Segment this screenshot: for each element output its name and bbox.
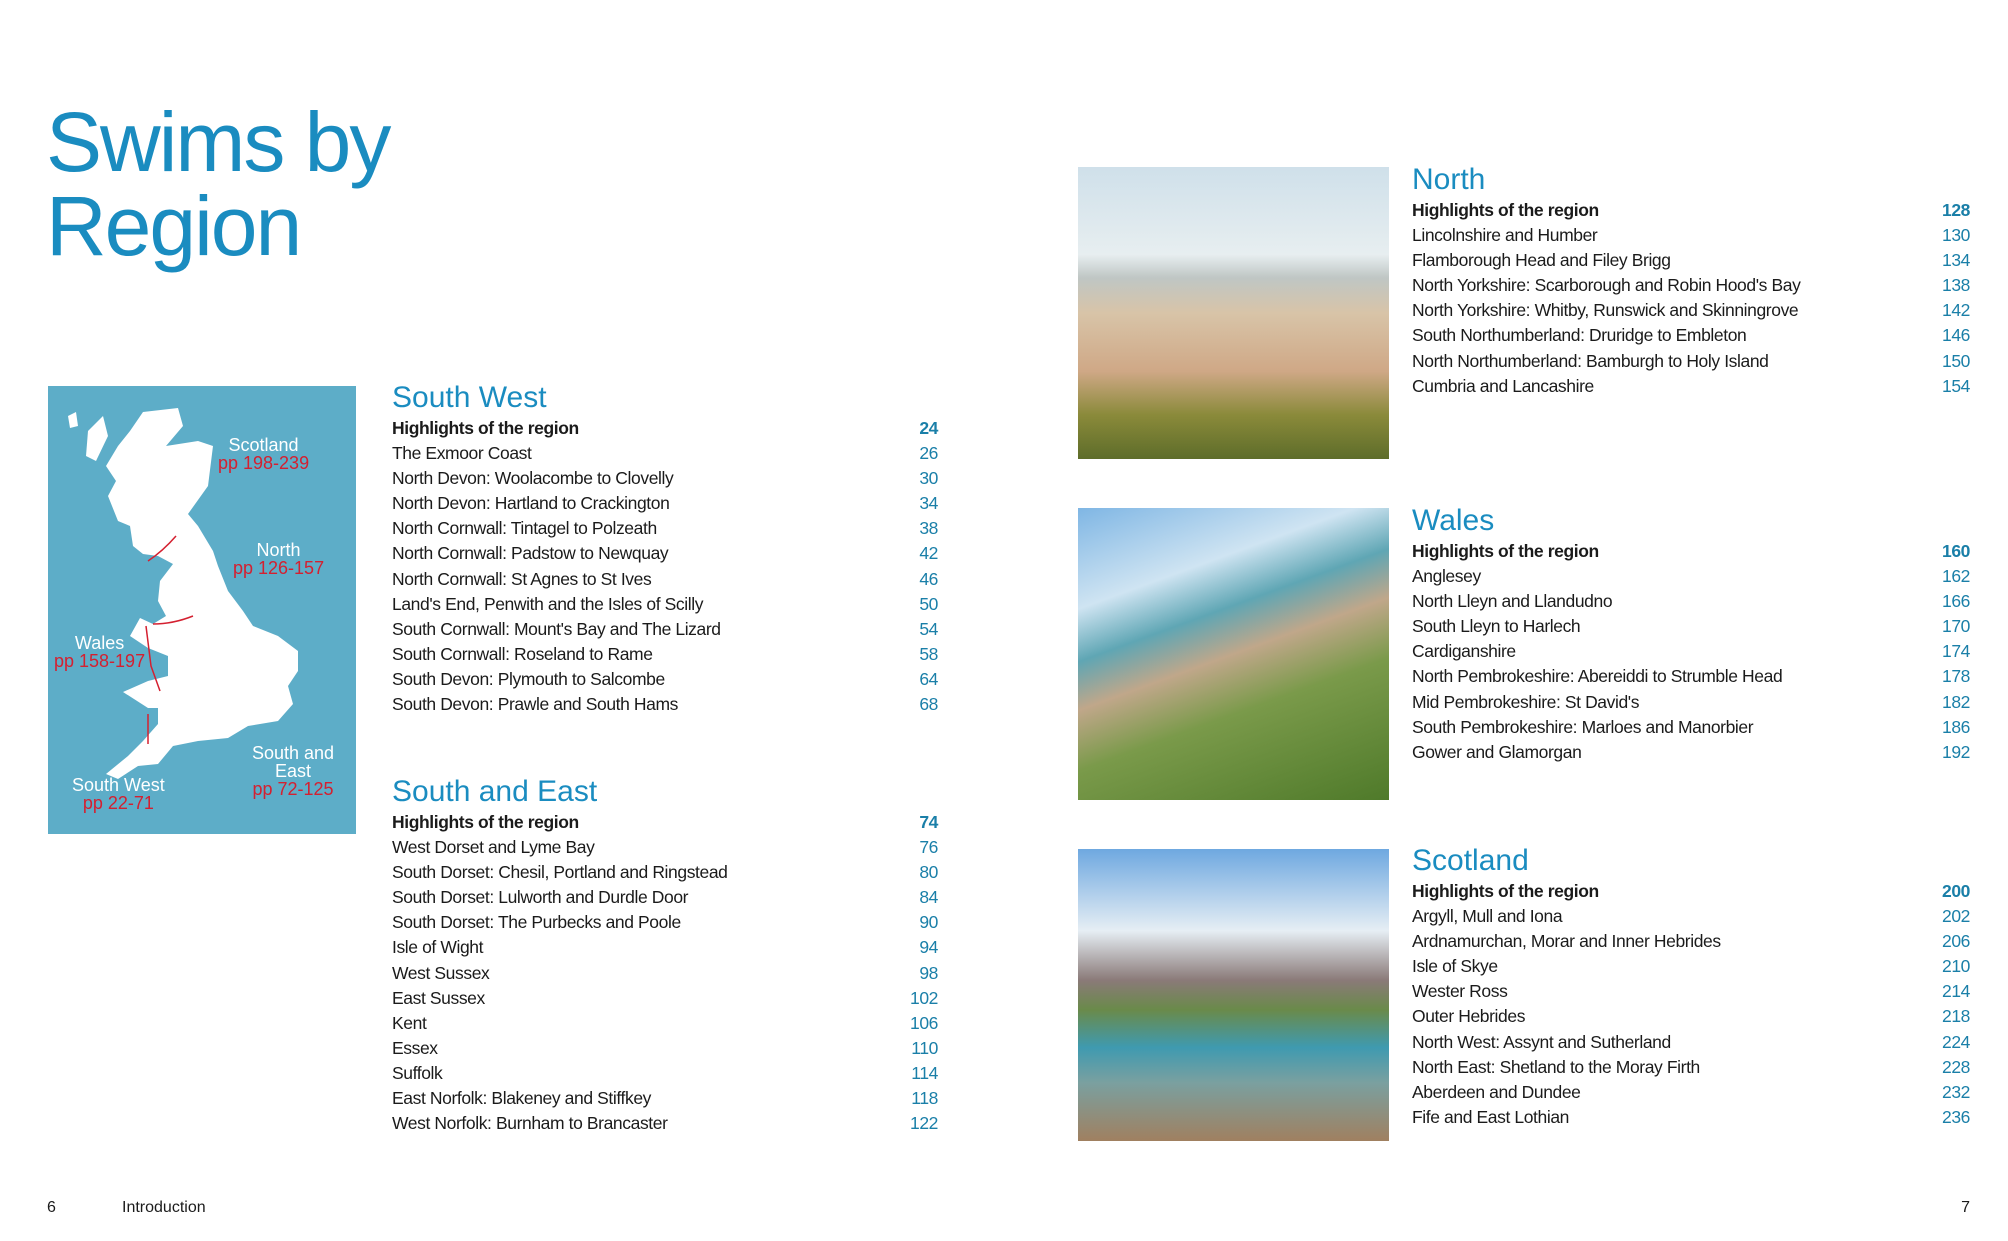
title-line-2: Region (46, 179, 301, 273)
toc-entry-title: Argyll, Mull and Iona (1412, 906, 1563, 927)
map-label-scotland: Scotland pp 198-239 (218, 435, 310, 473)
toc-entry-page: 46 (919, 568, 938, 589)
map-label-south-east: South and East pp 72-125 (251, 743, 335, 799)
toc-entry[interactable] (1412, 374, 1970, 399)
toc-entry-page: 98 (919, 962, 938, 983)
toc-entry-page: 114 (911, 1062, 938, 1083)
toc-entry[interactable] (392, 592, 938, 617)
toc-entry-page: 224 (1942, 1031, 1970, 1052)
toc-entry-page: 200 (1942, 881, 1970, 901)
toc-entry-title: South Dorset: Lulworth and Durdle Door (392, 887, 689, 908)
map-label-wales: Wales pp 158-197 (54, 633, 146, 671)
toc-entry[interactable] (1412, 198, 1970, 223)
toc-entry-page: 54 (919, 618, 938, 639)
toc-entry[interactable] (392, 692, 938, 717)
region-map (48, 386, 356, 834)
toc-entry-title: North Cornwall: St Agnes to St Ives (392, 568, 652, 589)
section-heading: Wales (1412, 504, 1495, 537)
toc-entry[interactable] (1412, 954, 1970, 979)
toc-entry-page: 76 (919, 837, 938, 858)
toc-entry-page: 122 (910, 1113, 938, 1134)
toc-entry-title: West Sussex (392, 962, 490, 983)
toc-entry-page: 42 (919, 543, 938, 564)
toc-entry-page: 232 (1942, 1081, 1970, 1102)
toc-entry-title: Isle of Wight (392, 937, 484, 958)
toc-entry-title: Suffolk (392, 1062, 443, 1083)
toc-entry[interactable] (392, 541, 938, 566)
toc-entry-page: 58 (919, 643, 938, 664)
toc-entry[interactable] (392, 567, 938, 592)
toc-entry-page: 68 (919, 694, 938, 715)
toc-entry[interactable] (1412, 248, 1970, 273)
toc-entry-title: Highlights of the region (1412, 200, 1599, 220)
toc-entry[interactable] (392, 491, 938, 516)
toc-entry-title: Highlights of the region (392, 812, 579, 832)
section-wales (1412, 503, 1970, 765)
toc-entry-page: 74 (919, 812, 938, 832)
toc-entry-title: South Cornwall: Mount's Bay and The Lizard (392, 618, 721, 639)
toc-entry[interactable] (1412, 879, 1970, 904)
toc-entry[interactable] (392, 1061, 938, 1086)
toc-entry-page: 178 (1942, 666, 1970, 687)
toc-entry-page: 118 (911, 1088, 938, 1109)
toc-entry[interactable] (1412, 539, 1970, 564)
toc-entry[interactable] (1412, 1105, 1970, 1130)
toc-entry[interactable] (392, 1086, 938, 1111)
map-label-south-west: South West pp 22-71 (72, 775, 165, 813)
page-title (46, 95, 390, 273)
toc-entry[interactable] (1412, 1055, 1970, 1080)
left-page-number: 6 (47, 1199, 56, 1216)
toc-entry-page: 128 (1942, 200, 1970, 220)
toc-entry-title: Flamborough Head and Filey Brigg (1412, 250, 1671, 271)
toc-entry[interactable] (1412, 298, 1970, 323)
toc-entry[interactable] (392, 910, 938, 935)
toc-entry[interactable] (392, 860, 938, 885)
toc-entry-title: Gower and Glamorgan (1412, 741, 1582, 762)
toc-entry[interactable] (392, 617, 938, 642)
toc-entry[interactable] (392, 810, 938, 835)
toc-entry-page: 34 (919, 493, 938, 514)
section-heading: North (1412, 163, 1486, 196)
toc-entry-title: North West: Assynt and Sutherland (1412, 1031, 1671, 1052)
toc-entry-page: 142 (1942, 300, 1970, 321)
toc-entry-title: Essex (392, 1037, 438, 1058)
toc-entry[interactable] (1412, 979, 1970, 1004)
toc-entry-title: Wester Ross (1412, 981, 1508, 1002)
toc-entry[interactable] (392, 1036, 938, 1061)
toc-entry-title: North East: Shetland to the Moray Firth (1412, 1056, 1700, 1077)
toc-entry-title: Lincolnshire and Humber (1412, 225, 1598, 246)
toc-entry-page: 202 (1942, 906, 1970, 927)
toc-entry-title: Mid Pembrokeshire: St David's (1412, 691, 1640, 712)
toc-entry[interactable] (392, 935, 938, 960)
toc-entry-title: South Dorset: Chesil, Portland and Ringstead (392, 862, 728, 883)
toc-entry-title: Anglesey (1412, 566, 1481, 587)
toc-entry-title: North Yorkshire: Scarborough and Robin Hood's Bay (1412, 275, 1801, 296)
toc-entry-page: 80 (919, 862, 938, 883)
toc-entry-title: Cardiganshire (1412, 641, 1516, 662)
toc-entry-page: 174 (1942, 641, 1970, 662)
section-heading: South and East (392, 775, 598, 808)
toc-entry-title: East Sussex (392, 987, 485, 1008)
toc-entry[interactable] (392, 835, 938, 860)
toc-entry-page: 102 (910, 987, 938, 1008)
toc-entry-page: 186 (1942, 716, 1970, 737)
toc-entry-page: 206 (1942, 931, 1970, 952)
toc-entry-page: 192 (1942, 741, 1970, 762)
toc-entry-page: 24 (919, 418, 938, 438)
toc-entry-title: South Lleyn to Harlech (1412, 616, 1581, 637)
toc-entry[interactable] (1412, 740, 1970, 765)
toc-entry[interactable] (1412, 904, 1970, 929)
toc-entry[interactable] (1412, 664, 1970, 689)
toc-entry-title: South Cornwall: Roseland to Rame (392, 643, 653, 664)
toc-entry-title: Cumbria and Lancashire (1412, 375, 1594, 396)
scotland-loch-photo (1078, 849, 1389, 1141)
right-page-number: 7 (1961, 1199, 1970, 1216)
toc-entry-title: South Dorset: The Purbecks and Poole (392, 912, 681, 933)
toc-entry-title: South Devon: Prawle and South Hams (392, 694, 679, 715)
toc-entry[interactable] (392, 516, 938, 541)
section-south-and-east (392, 774, 938, 1136)
toc-entry-title: Aberdeen and Dundee (1412, 1081, 1581, 1102)
toc-entry[interactable] (1412, 690, 1970, 715)
toc-entry-page: 154 (1942, 375, 1970, 396)
toc-entry[interactable] (1412, 715, 1970, 740)
toc-entry-page: 94 (919, 937, 938, 958)
toc-entry-title: Outer Hebrides (1412, 1006, 1526, 1027)
toc-entry[interactable] (1412, 223, 1970, 248)
toc-entry[interactable] (392, 986, 938, 1011)
toc-entry-title: South Northumberland: Druridge to Embleton (1412, 325, 1747, 346)
toc-entry-page: 218 (1942, 1006, 1970, 1027)
toc-entry-page: 146 (1942, 325, 1970, 346)
toc-entry-page: 138 (1942, 275, 1970, 296)
toc-entry-page: 106 (910, 1012, 938, 1033)
toc-entry[interactable] (392, 1011, 938, 1036)
section-scotland (1412, 843, 1970, 1130)
toc-entry[interactable] (392, 1111, 938, 1136)
toc-entry-title: North Yorkshire: Whitby, Runswick and Skinningrove (1412, 300, 1799, 321)
toc-entry-page: 236 (1942, 1106, 1970, 1127)
toc-entry-page: 130 (1942, 225, 1970, 246)
toc-entry[interactable] (1412, 273, 1970, 298)
section-south-west (392, 380, 938, 717)
toc-entry-page: 210 (1942, 956, 1970, 977)
toc-entry-title: Highlights of the region (1412, 881, 1599, 901)
section-heading: Scotland (1412, 844, 1529, 877)
title-line-1: Swims by (46, 95, 390, 189)
toc-entry-page: 50 (919, 593, 938, 614)
wales-coast-photo (1078, 508, 1389, 800)
toc-entry[interactable] (1412, 564, 1970, 589)
toc-entry[interactable] (1412, 639, 1970, 664)
toc-entry-title: Highlights of the region (1412, 541, 1599, 561)
toc-entry[interactable] (392, 466, 938, 491)
toc-entry-title: West Dorset and Lyme Bay (392, 837, 595, 858)
section-north (1412, 162, 1970, 399)
footer-section-name: Introduction (122, 1199, 206, 1216)
toc-entry-title: The Exmoor Coast (392, 443, 532, 464)
toc-entry[interactable] (392, 961, 938, 986)
toc-entry-page: 170 (1942, 616, 1970, 637)
toc-entry[interactable] (392, 667, 938, 692)
toc-entry-title: North Cornwall: Tintagel to Polzeath (392, 518, 657, 539)
toc-entry-page: 160 (1942, 541, 1970, 561)
toc-entry-page: 166 (1942, 591, 1970, 612)
toc-entry-title: North Devon: Woolacombe to Clovelly (392, 468, 674, 489)
toc-entry-title: Isle of Skye (1412, 956, 1498, 977)
toc-entry-page: 38 (919, 518, 938, 539)
toc-entry-page: 30 (919, 468, 938, 489)
toc-entry-page: 110 (911, 1037, 938, 1058)
toc-entry-page: 150 (1942, 350, 1970, 371)
toc-entry[interactable] (392, 642, 938, 667)
toc-entry-page: 182 (1942, 691, 1970, 712)
toc-entry-page: 90 (919, 912, 938, 933)
toc-entry-title: Land's End, Penwith and the Isles of Scilly (392, 593, 704, 614)
toc-entry-title: North Northumberland: Bamburgh to Holy Island (1412, 350, 1769, 371)
toc-entry-title: North Lleyn and Llandudno (1412, 591, 1613, 612)
toc-entry[interactable] (1412, 929, 1970, 954)
toc-entry-title: Kent (392, 1012, 427, 1033)
toc-entry-title: Highlights of the region (392, 418, 579, 438)
toc-entry[interactable] (392, 441, 938, 466)
toc-entry-page: 84 (919, 887, 938, 908)
toc-entry[interactable] (1412, 1030, 1970, 1055)
toc-entry-title: East Norfolk: Blakeney and Stiffkey (392, 1088, 652, 1109)
toc-entry-title: North Cornwall: Padstow to Newquay (392, 543, 669, 564)
toc-entry-title: Ardnamurchan, Morar and Inner Hebrides (1412, 931, 1721, 952)
toc-entry[interactable] (1412, 349, 1970, 374)
toc-entry[interactable] (1412, 614, 1970, 639)
toc-entry-page: 134 (1942, 250, 1970, 271)
toc-entry-page: 214 (1942, 981, 1970, 1002)
toc-entry-title: South Devon: Plymouth to Salcombe (392, 668, 665, 689)
toc-entry[interactable] (392, 416, 938, 441)
toc-entry-title: North Devon: Hartland to Crackington (392, 493, 670, 514)
toc-entry[interactable] (1412, 323, 1970, 348)
toc-entry-page: 26 (919, 443, 938, 464)
toc-entry-title: West Norfolk: Burnham to Brancaster (392, 1113, 668, 1134)
toc-entry-page: 162 (1942, 566, 1970, 587)
toc-entry[interactable] (1412, 1080, 1970, 1105)
toc-entry-title: North Pembrokeshire: Abereiddi to Strumble Head (1412, 666, 1783, 687)
toc-entry-title: Fife and East Lothian (1412, 1106, 1569, 1127)
section-heading: South West (392, 381, 547, 414)
north-beach-photo (1078, 167, 1389, 459)
toc-entry[interactable] (1412, 1004, 1970, 1029)
map-label-north: North pp 126-157 (233, 540, 325, 578)
toc-entry[interactable] (392, 885, 938, 910)
toc-entry-page: 228 (1942, 1056, 1970, 1077)
toc-entry[interactable] (1412, 589, 1970, 614)
toc-entry-title: South Pembrokeshire: Marloes and Manorbier (1412, 716, 1754, 737)
toc-entry-page: 64 (919, 668, 938, 689)
